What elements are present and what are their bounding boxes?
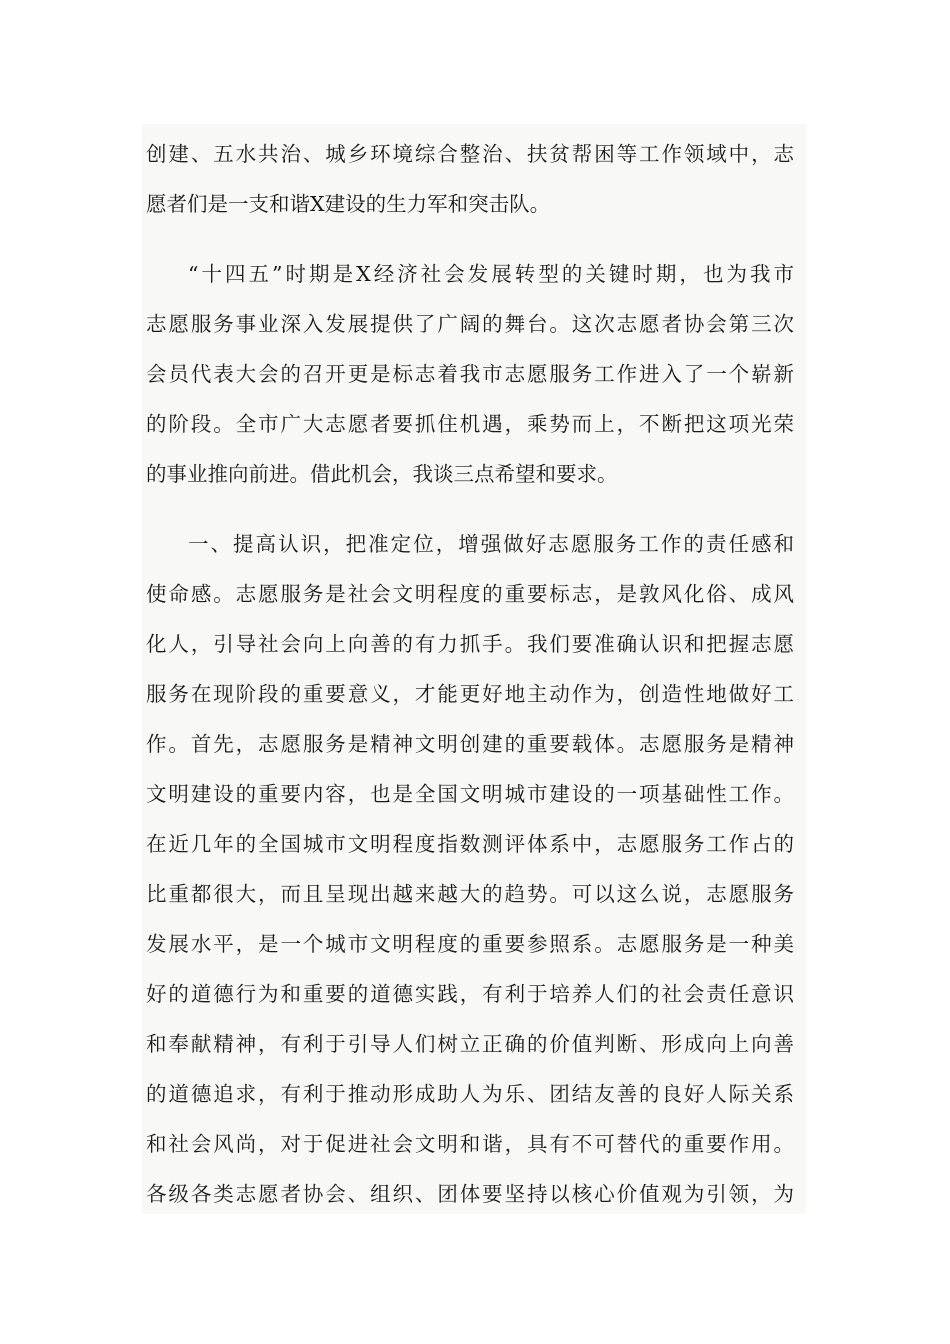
paragraph-line: 服务在现阶段的重要意义，才能更好地主动作为，创造性地做好工 bbox=[146, 682, 794, 706]
paragraph-line: 在近几年的全国城市文明程度指数测评体系中，志愿服务工作占的 bbox=[146, 832, 794, 856]
paragraph-line: 发展水平，是一个城市文明程度的重要参照系。志愿服务是一种美 bbox=[146, 932, 794, 956]
paragraph-line: 和奉献精神，有利于引导人们树立正确的价值判断、形成向上向善 bbox=[146, 1032, 794, 1056]
paragraph-line: 好的道德行为和重要的道德实践，有利于培养人们的社会责任意识 bbox=[146, 982, 794, 1006]
paragraph-line: 的道德追求，有利于推动形成助人为乐、团结友善的良好人际关系 bbox=[146, 1082, 794, 1106]
paragraph-line: 会员代表大会的召开更是标志着我市志愿服务工作进入了一个崭新 bbox=[146, 362, 794, 386]
paragraph-line: 的事业推向前进。借此机会，我谈三点希望和要求。 bbox=[146, 462, 618, 486]
paragraph-line: 使命感。志愿服务是社会文明程度的重要标志，是敦风化俗、成风 bbox=[146, 582, 794, 606]
paragraph-line: 的阶段。全市广大志愿者要抓住机遇，乘势而上，不断把这项光荣 bbox=[146, 412, 794, 436]
paragraph-line: 和社会风尚，对于促进社会文明和谐，具有不可替代的重要作用。 bbox=[146, 1132, 794, 1156]
paragraph-line: 创建、五水共治、城乡环境综合整治、扶贫帮困等工作领域中，志 bbox=[146, 142, 794, 166]
paragraph-line: 作。首先，志愿服务是精神文明创建的重要载体。志愿服务是精神 bbox=[146, 732, 794, 756]
paragraph-line: “十四五”时期是X经济社会发展转型的关键时期，也为我市 bbox=[188, 262, 794, 286]
paragraph-line: 志愿服务事业深入发展提供了广阔的舞台。这次志愿者协会第三次 bbox=[146, 312, 794, 336]
document-text-block bbox=[142, 124, 806, 1214]
paragraph-line: 比重都很大，而且呈现出越来越大的趋势。可以这么说，志愿服务 bbox=[146, 882, 794, 906]
paragraph-line: 愿者们是一支和谐X建设的生力军和突击队。 bbox=[146, 192, 551, 216]
paragraph-line: 一、提高认识，把准定位，增强做好志愿服务工作的责任感和 bbox=[188, 532, 794, 556]
paragraph-line: 化人，引导社会向上向善的有力抓手。我们要准确认识和把握志愿 bbox=[146, 632, 794, 656]
paragraph-line: 文明建设的重要内容，也是全国文明城市建设的一项基础性工作。 bbox=[146, 782, 794, 806]
paragraph-line: 各级各类志愿者协会、组织、团体要坚持以核心价值观为引领，为 bbox=[146, 1182, 794, 1206]
